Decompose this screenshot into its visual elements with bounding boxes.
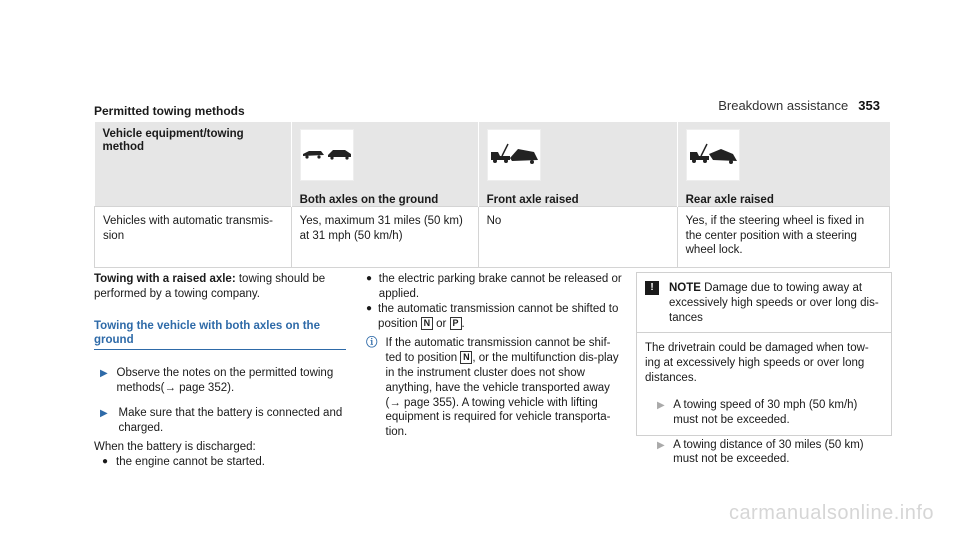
table-cell: Yes, if the steering wheel is fixed in the center position with a steering wheel lock. [677,207,889,268]
bullet-item: ● the engine cannot be started. [102,456,265,469]
info-item: ⓘ If the automatic transmission cannot be shif-ted to position N , or the multifunction dis-play in the instrument cluster does not show anything, have the vehicle transported away (→ page 355). A towing vehicle with lifting equipment is required for vehicle transporta-tion. [366,336,619,439]
column-1 [94,272,356,470]
warning-icon: ! [645,281,659,295]
info-icon: ⓘ [366,336,378,349]
subheading: Towing the vehicle with both axles on the ground [94,320,346,351]
gear-p-symbol: P [450,317,462,330]
bullet-item: ● the automatic transmission cannot be shifted to position N or P . [366,302,619,330]
running-header [718,98,880,113]
bullet-icon: ● [366,302,373,314]
note-box [636,272,892,466]
triangle-right-icon: ▶ [100,408,108,420]
bullet-item: ● the electric parking brake cannot be released or applied. [366,273,622,300]
table-row [95,207,890,268]
triangle-right-icon: ▶ [657,399,665,411]
column-2 [366,272,622,440]
car-both-axles-icon [300,129,354,181]
note-body [637,333,891,476]
section-name: Breakdown assistance [718,98,849,113]
towing-methods-table [94,122,890,268]
tow-truck-front-raised-icon [487,129,541,181]
page-number: 353 [858,98,880,113]
step-item: ▶ Make sure that the battery is connected and charged. [100,407,343,435]
table-cell: No [478,207,677,268]
section-title: Permitted towing methods [94,104,245,118]
gear-n-symbol: N [421,317,433,330]
table-cell: Vehicles with automatic transmis-sion [95,207,292,268]
tow-truck-rear-raised-icon [686,129,740,181]
gear-n-symbol: N [460,351,472,364]
step-item: ▶ Observe the notes on the permitted towing methods(→ page 352). [100,367,334,395]
table-header-cell: Vehicle equipment/towing method [95,122,292,207]
note-header: ! NOTE Damage due to towing away at excessively high speeds or over long dis-tances [637,273,891,333]
bullet-icon: ● [366,273,373,284]
step-item: ▶ A towing distance of 30 miles (50 km) must not be exceeded. [657,438,864,466]
bullet-icon: ● [102,456,109,468]
triangle-right-icon: ▶ [657,439,665,451]
table-header-cell: Both axles on the ground [291,122,478,207]
table-cell: Yes, maximum 31 miles (50 km) at 31 mph (50 km/h) [291,207,478,268]
note-text: The drivetrain could be damaged when tow-ing at excessively high speeds or over long distances. [645,341,869,384]
table-header-cell: Front axle raised [478,122,677,207]
table-header-cell: Rear axle raised [677,122,889,207]
triangle-right-icon: ▶ [100,368,108,380]
intro-paragraph: Towing with a raised axle: towing should be performed by a towing company. [94,273,326,300]
watermark: carmanualsonline.info [728,502,934,524]
step-item: ▶ A towing speed of 30 mph (50 km/h) must not be exceeded. [657,398,858,426]
paragraph: When the battery is discharged: [94,441,256,454]
